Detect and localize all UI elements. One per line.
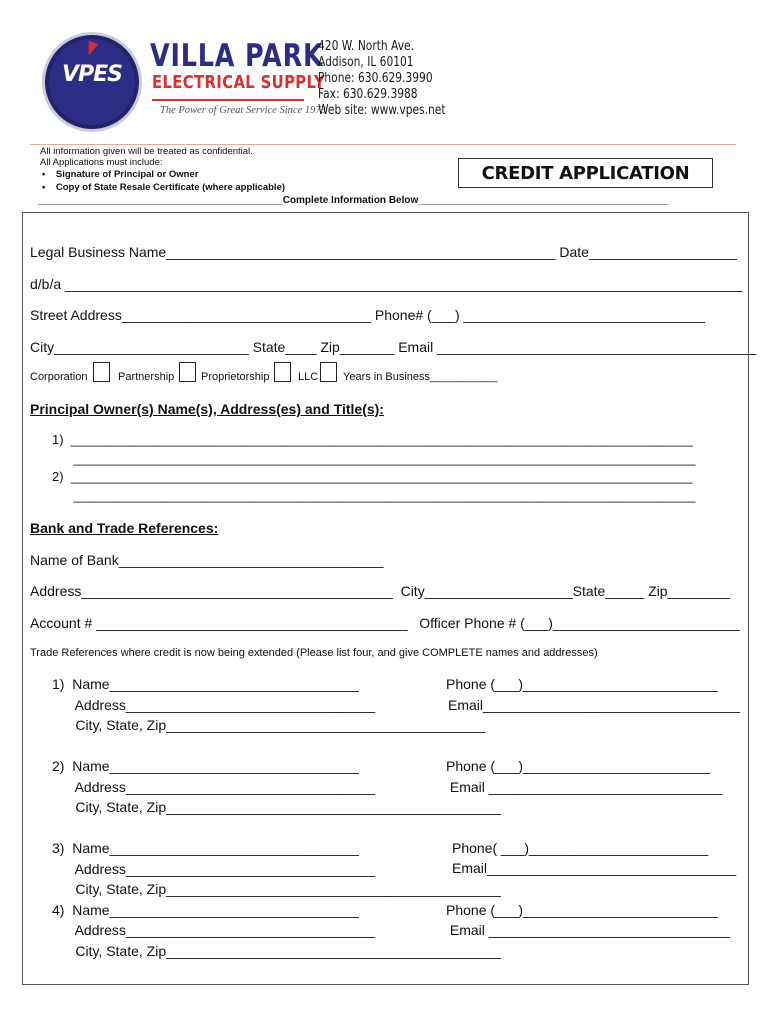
trade-ref-phone[interactable]: Phone (___)_________________________ [446, 676, 718, 692]
trade-ref-name[interactable]: 2) Name________________________________ [52, 758, 359, 774]
legal-name-field[interactable]: Legal Business Name__________________________________________________ Date___________________ [30, 244, 737, 260]
trade-ref-email[interactable]: Email________________________________ [452, 860, 737, 876]
partnership-checkbox[interactable] [179, 362, 196, 382]
bank-name-field[interactable]: Name of Bank__________________________________ [30, 552, 384, 568]
bank-address-field[interactable]: Address________________________________________ City___________________State_____ Zip________ [30, 583, 730, 599]
years-in-business-field[interactable]: Years in Business___________ [343, 371, 498, 383]
brand-subname: ELECTRICAL SUPPLY [152, 72, 326, 93]
requirement-item: • Copy of State Resale Certificate (where applicable) [42, 182, 286, 193]
trade-ref-address[interactable]: Address________________________________ [52, 697, 376, 713]
complete-info-line: ____________________________________________Complete Information Below_____________________________________________ [38, 195, 669, 206]
trade-ref-phone[interactable]: Phone (___)_________________________ [446, 902, 718, 918]
trade-ref-name[interactable]: 4) Name________________________________ [52, 902, 359, 918]
confidential-note: All information given will be treated as confidential. [40, 146, 253, 157]
address-line: 420 W. North Ave. [318, 39, 414, 54]
brand-name: VILLA PARK [150, 38, 324, 74]
logo-text: VPES [61, 62, 123, 87]
trade-ref-address[interactable]: Address________________________________ [52, 779, 376, 795]
trade-ref-email[interactable]: Email_________________________________ [448, 697, 740, 713]
brand-divider [152, 99, 304, 101]
website-line: Web site: www.vpes.net [318, 103, 446, 118]
requirement-label: Copy of State Resale Certificate (where applicable) [55, 182, 286, 193]
corporation-checkbox[interactable] [93, 362, 110, 382]
trade-ref-address[interactable]: Address________________________________ [52, 922, 376, 938]
proprietorship-label: Proprietorship [201, 371, 270, 383]
principal-line-2b[interactable]: ______________________________________________________________________________________ [52, 488, 696, 503]
requirement-item: • Signature of Principal or Owner [42, 169, 199, 180]
proprietorship-checkbox[interactable] [274, 362, 291, 382]
principal-line-1[interactable]: 1) ______________________________________________________________________________________ [52, 432, 693, 447]
address-line: Addison, IL 60101 [318, 55, 414, 70]
corporation-label: Corporation [30, 371, 88, 383]
tagline: The Power of Great Service Since 1973 [160, 105, 326, 116]
trade-ref-name[interactable]: 3) Name________________________________ [52, 840, 359, 856]
city-state-zip-email-field[interactable]: City_________________________ State____ Zip_______ Email _________________________________________ [30, 339, 757, 355]
trade-ref-csz[interactable]: City, State, Zip___________________________________________ [52, 799, 501, 815]
trade-ref-csz[interactable]: City, State, Zip___________________________________________ [52, 943, 501, 959]
trade-ref-email[interactable]: Email ______________________________ [446, 779, 723, 795]
trade-ref-csz[interactable]: City, State, Zip___________________________________________ [52, 881, 501, 897]
header-divider [30, 144, 736, 145]
fax-line: Fax: 630.629.3988 [318, 87, 418, 102]
requirement-label: Signature of Principal or Owner [55, 169, 199, 180]
principal-line-1b[interactable]: ______________________________________________________________________________________ [52, 451, 696, 466]
street-address-field[interactable]: Street Address________________________________ Phone# (___) _______________________________ [30, 307, 705, 323]
trade-ref-csz[interactable]: City, State, Zip_________________________________________ [52, 717, 486, 733]
form-title: CREDIT APPLICATION [458, 158, 713, 188]
bank-account-field[interactable]: Account # ________________________________________ Officer Phone # (___)________________________ [30, 615, 740, 631]
principal-line-2[interactable]: 2) ______________________________________________________________________________________ [52, 469, 693, 484]
trade-ref-email[interactable]: Email _______________________________ [446, 922, 731, 938]
trade-ref-phone[interactable]: Phone( ___)_______________________ [452, 840, 709, 856]
requirements-note: All Applications must include: [40, 157, 163, 168]
trade-ref-address[interactable]: Address________________________________ [52, 861, 376, 877]
bank-heading: Bank and Trade References: [30, 520, 219, 536]
llc-checkbox[interactable] [320, 362, 337, 382]
trade-ref-phone[interactable]: Phone (___)________________________ [446, 758, 710, 774]
trade-intro: Trade References where credit is now being extended (Please list four, and give COMPLETE names and addresses) [30, 647, 598, 659]
phone-line: Phone: 630.629.3990 [318, 71, 433, 86]
principals-heading: Principal Owner(s) Name(s), Address(es) and Title(s): [30, 401, 384, 417]
llc-label: LLC [298, 371, 319, 383]
partnership-label: Partnership [118, 371, 175, 383]
trade-ref-name[interactable]: 1) Name________________________________ [52, 676, 359, 692]
dba-field[interactable]: d/b/a _______________________________________________________________________________________ [30, 276, 743, 292]
